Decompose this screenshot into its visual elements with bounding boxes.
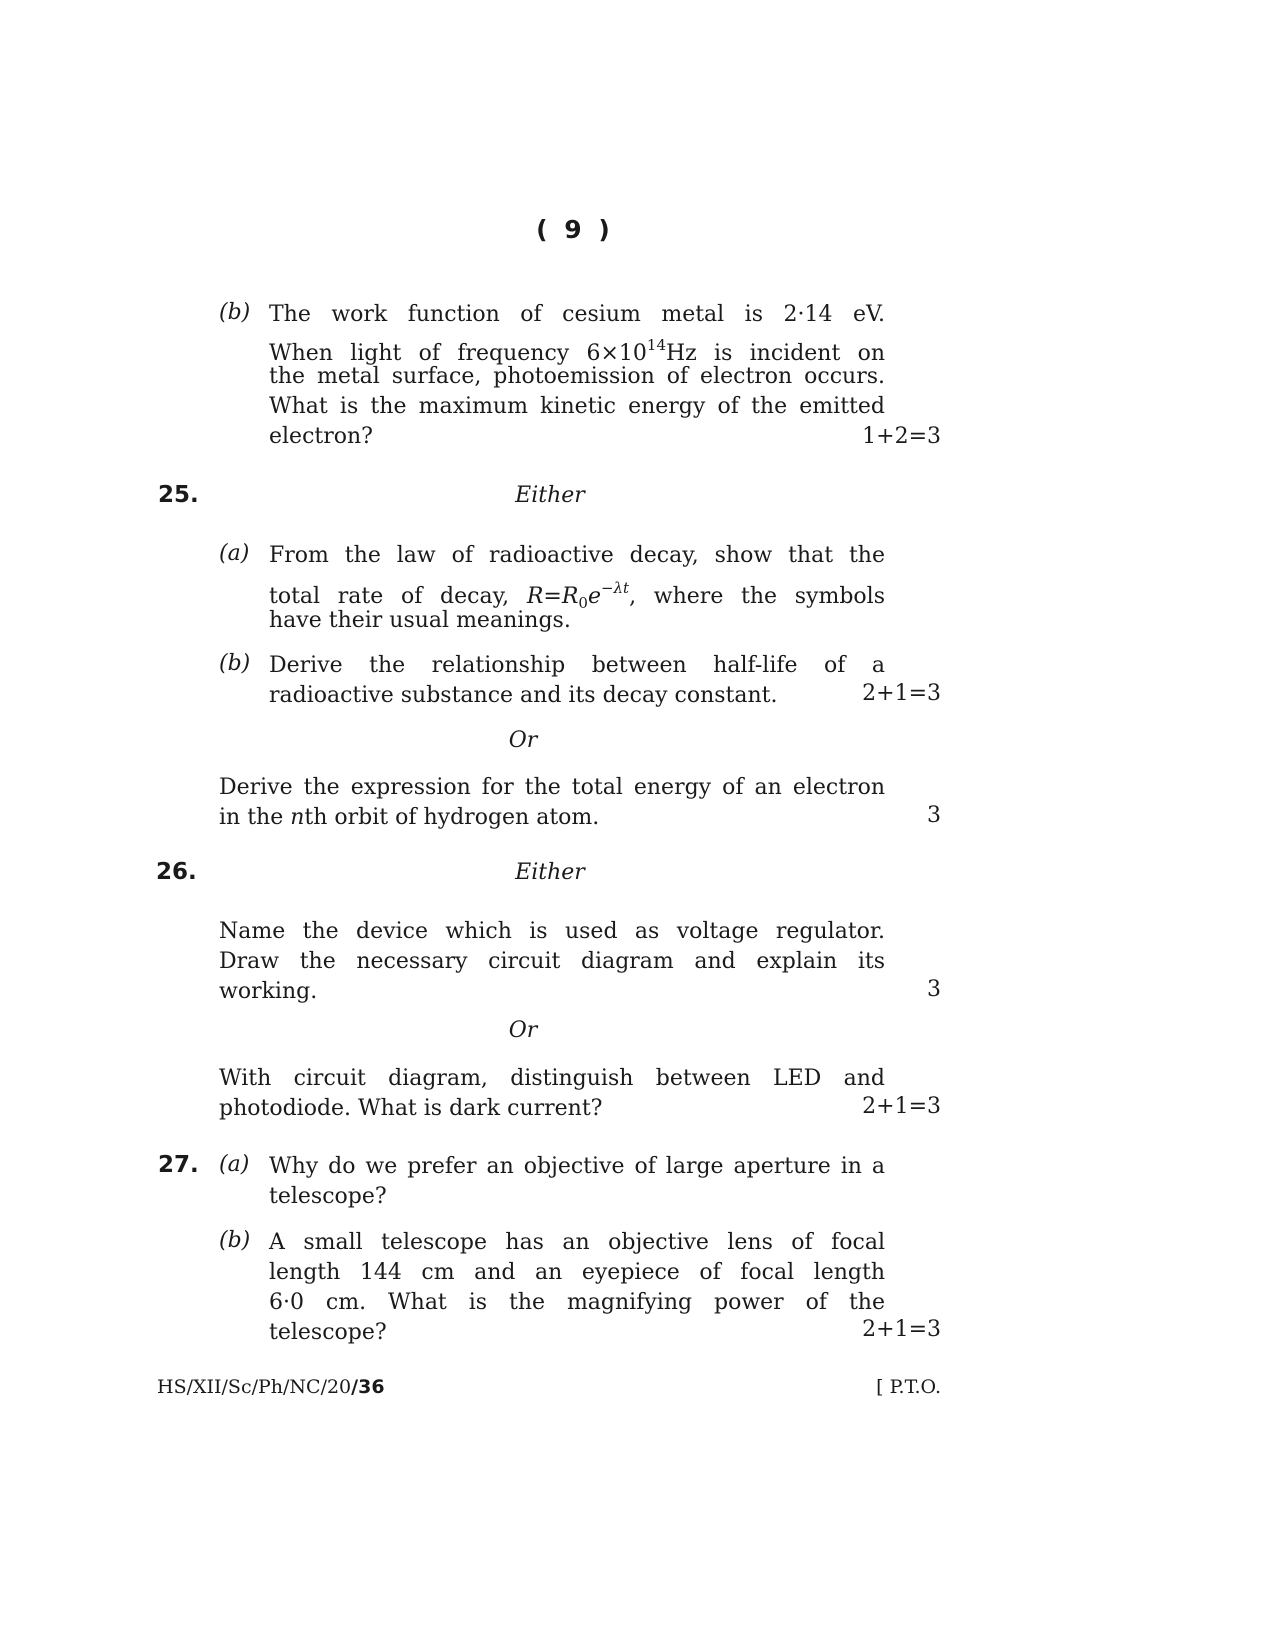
q26-number: 26. [156, 859, 197, 885]
q25-alt-line2 [219, 803, 885, 833]
q26-main-line1: Name the device which is used as voltage regulator. [219, 919, 885, 944]
q27b-text [269, 1228, 885, 1348]
q25b-text [269, 651, 885, 711]
q24b-label: (b) [219, 300, 251, 325]
q25a-label: (a) [219, 541, 250, 566]
q26-alt-marks: 2+1=3 [862, 1094, 941, 1119]
q25b-line1: Derive the relationship between half-life of a [269, 653, 885, 678]
q25-alt-line2-post: th orbit of hydrogen atom. [304, 805, 600, 830]
q25a-line2 [269, 571, 886, 612]
q27b-line2: length 144 cm and an eyepiece of focal length [269, 1260, 885, 1285]
q26-main-line3: working. [219, 979, 318, 1004]
paper-code-bold: /36 [351, 1376, 385, 1398]
q27b-line1: A small telescope has an objective lens of focal [269, 1230, 885, 1255]
pto-label: [ P.T.O. [876, 1376, 941, 1398]
formula-subscript: 0 [578, 594, 588, 612]
q27a-label: (a) [219, 1152, 250, 1177]
q25-alt-marks: 3 [927, 803, 941, 828]
frequency-base: 6×10 [586, 341, 647, 366]
q24b-marks: 1+2=3 [862, 424, 941, 449]
formula-e: e [587, 584, 601, 609]
q24b-text [269, 300, 885, 452]
q27a-line2: telescope? [269, 1184, 387, 1209]
q25-alt-line2-pre: in the [219, 805, 284, 830]
formula-equals: = [543, 584, 562, 609]
q25-alt-line1: Derive the expression for the total energy of an electron [219, 775, 885, 800]
q25-or: Or [508, 728, 538, 753]
q25a-line2-post: , where the symbols [629, 584, 886, 609]
formula-exponent: −λt [600, 579, 630, 597]
q25-either: Either [515, 483, 585, 508]
q27b-line3: 6·0 cm. What is the magnifying power of the [269, 1290, 885, 1315]
q24b-line4: What is the maximum kinetic energy of the emitted [269, 394, 885, 419]
q24b-line2-pre: When light of frequency [269, 341, 570, 366]
frequency-unit: Hz [666, 341, 697, 366]
q24b-line2 [269, 330, 885, 366]
q25b-marks: 2+1=3 [862, 681, 941, 706]
q25a-text [269, 541, 885, 636]
q27a-line1: Why do we prefer an objective of large aperture in a [269, 1154, 885, 1179]
q25a-line2-pre: total rate of decay, [269, 584, 510, 609]
q26-either: Either [515, 860, 585, 885]
q26-or: Or [508, 1018, 538, 1043]
q26-alt-text [219, 1064, 885, 1124]
paper-code-text: HS/XII/Sc/Ph/NC/20 [157, 1376, 352, 1398]
q26-main-text [219, 917, 885, 1007]
q24b-line2-post: is incident on [714, 341, 885, 366]
q24b-line5: electron? [269, 424, 373, 449]
q27b-marks: 2+1=3 [862, 1317, 941, 1342]
q26-alt-line1: With circuit diagram, distinguish between LED and [219, 1066, 885, 1091]
q24b-line3: the metal surface, photoemission of electron occurs. [269, 364, 885, 389]
q27a-text [269, 1152, 885, 1212]
q25a-line1: From the law of radioactive decay, show that the [269, 543, 885, 568]
q26-main-marks: 3 [927, 977, 941, 1002]
q26-alt-line2: photodiode. What is dark current? [219, 1096, 603, 1121]
q25b-line2: radioactive substance and its decay constant. [269, 683, 778, 708]
formula-r0: R [561, 584, 579, 609]
orbit-n: n [290, 805, 305, 830]
q26-main-line2: Draw the necessary circuit diagram and explain its [219, 949, 885, 974]
page-number: ( 9 ) [536, 215, 614, 244]
q25-alt-text [219, 773, 885, 833]
q27b-label: (b) [219, 1228, 251, 1253]
paper-code [157, 1376, 385, 1398]
q25a-line3: have their usual meanings. [269, 608, 571, 633]
q25-number: 25. [158, 482, 199, 508]
q25b-label: (b) [219, 651, 251, 676]
formula-r: R [526, 584, 544, 609]
q24b-line1: The work function of cesium metal is 2·14 eV. [269, 302, 885, 327]
q27-number: 27. [158, 1152, 199, 1178]
q27b-line4: telescope? [269, 1320, 387, 1345]
frequency-exponent: 14 [646, 336, 666, 354]
